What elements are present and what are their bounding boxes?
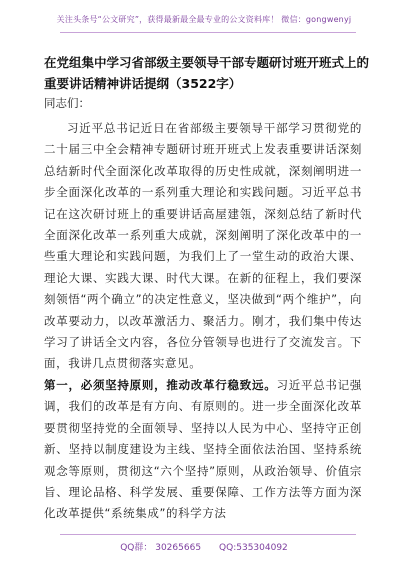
footer-qq-contact: QQ:535304092 [219, 543, 288, 553]
footer [0, 540, 408, 553]
salutation: 同志们： [44, 96, 90, 110]
paragraph-2: 习近平总书记强调，我们的改革是有方向、有原则的。进一步全面深化改革要贯彻坚持党的全面领导、坚持以人民为中心、坚持守正创新、坚持以制度建设为主线、坚持全面依法治国、坚持系统观念等原则，贯彻这“六个坚持”原则，从政治领导、价值宗旨、理论品格、科学发展、重要保障、工作方法等方面为深化改革提供“系统集成”的科学方法 [44, 377, 362, 521]
paragraph-2-lead: 第一，必须坚持原则，推动改革行稳致远。 [44, 377, 277, 392]
header-banner: 关注头条号“公文研究”，获得最新最全最专业的公文资料库！ 微信：gongwenyj [56, 15, 352, 24]
document-body [44, 118, 362, 525]
footer-qq-group: QQ群： 30265665 [120, 543, 202, 553]
document-title: 在党组集中学习省部级主要领导干部专题研讨班开班式上的重要讲话精神讲话提纲（3522字） [44, 55, 370, 91]
footer-divider [60, 534, 356, 535]
header-divider [60, 32, 356, 33]
paragraph-1: 习近平总书记近日在省部级主要领导干部学习贯彻党的二十届三中全会精神专题研讨班开班式上发表重要讲话深刻总结新时代全面深化改革取得的历史性成就，深刻阐明进一步全面深化改革的一系列重大理论和实践问题。习近平总书记在这次研讨班上的重要讲话高屋建瓴，深刻总结了新时代全面深化改革一系列重大成就，深刻阐明了深化改革中的一些重大理论和实践问题，为我们上了一堂生动的政治大课、理论大课、实践大课、时代大课。在新的征程上，我们要深刻领悟“两个确立”的决定性意义，坚决做到“两个维护”，向改革要动力，以改革激活力、聚活力。刚才，我们集中传达学习了讲话全文内容，各位分管领导也进行了交流发言。下面，我讲几点贯彻落实意见。 [44, 121, 362, 371]
